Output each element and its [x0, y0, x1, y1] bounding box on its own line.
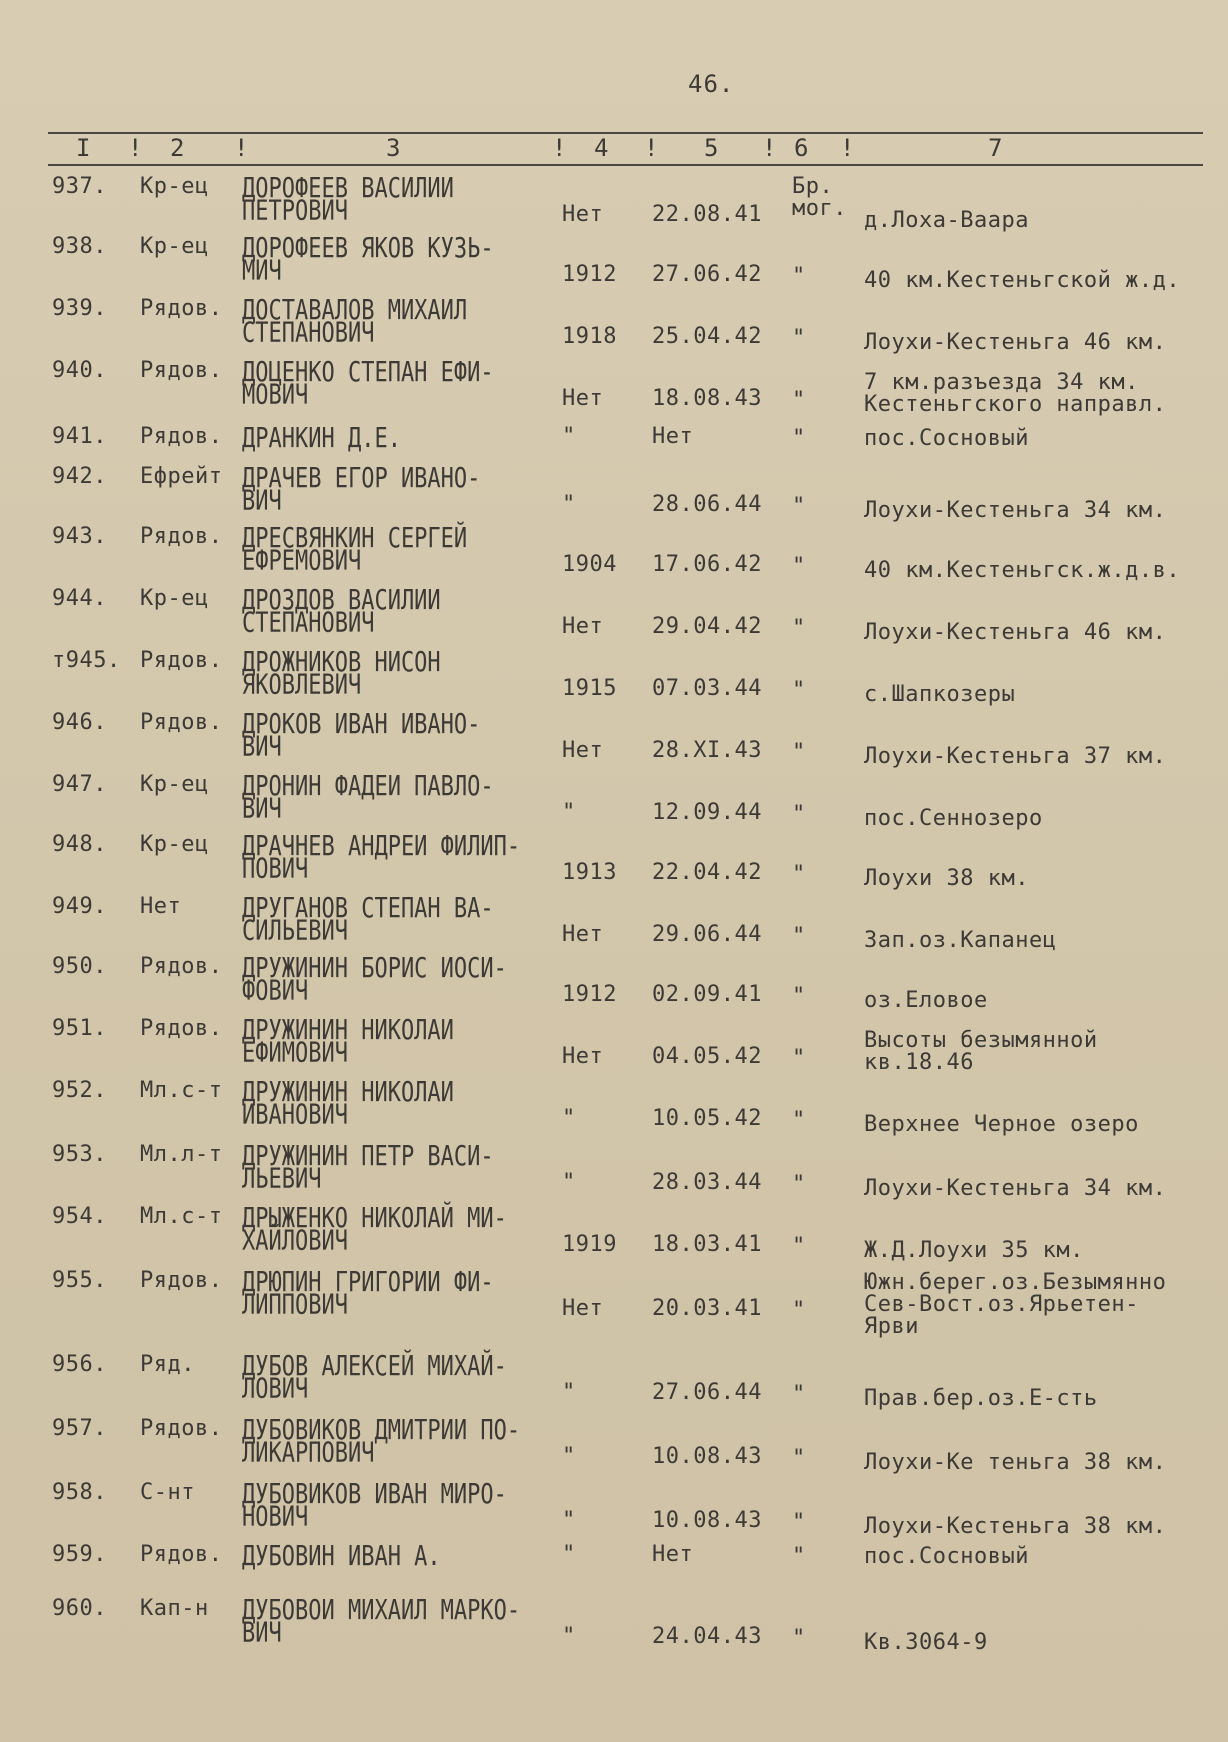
birth-year: 1912 — [562, 982, 617, 1007]
full-name: ДУБОВИН ИВАН А. — [242, 1541, 441, 1573]
burial-place: 7 км.разъезда 34 км. Кестеньгского направл. — [864, 370, 1167, 417]
burial-place: д.Лоха-Ваара — [864, 208, 1029, 233]
row-number: 957. — [52, 1416, 107, 1441]
burial-place: Верхнее Черное озеро — [864, 1112, 1139, 1137]
date-of-death: 10.08.43 — [652, 1508, 762, 1533]
row-number: 953. — [52, 1142, 107, 1167]
full-name: ДРАНКИН Д.Е. — [242, 423, 401, 455]
burial-type: " — [792, 388, 806, 413]
row-number: 948. — [52, 832, 107, 857]
birth-year: " — [562, 1106, 576, 1131]
burial-type: " — [792, 426, 806, 451]
rank: Кр-ец — [140, 174, 209, 199]
burial-type: " — [792, 616, 806, 641]
birth-year: Нет — [562, 922, 604, 947]
date-of-death: 27.06.42 — [652, 262, 762, 287]
birth-year: 1912 — [562, 262, 617, 287]
row-number: 950. — [52, 954, 107, 979]
birth-year: " — [562, 1380, 576, 1405]
date-of-death: 29.06.44 — [652, 922, 762, 947]
full-name: ДРУЖИНИН БОРИС ИОСИ- ФОВИЧ — [242, 953, 507, 1007]
rank: Рядов. — [140, 1268, 223, 1293]
rank: С-нт — [140, 1480, 195, 1505]
burial-place: Лоухи-Ке теньга 38 км. — [864, 1450, 1167, 1475]
full-name: ДРУЖИНИН НИКОЛАИ ИВАНОВИЧ — [242, 1077, 454, 1131]
burial-place: пос.Сосновый — [864, 426, 1029, 451]
col-header-4: 4 — [594, 134, 609, 162]
burial-place: Кв.3064-9 — [864, 1630, 988, 1655]
burial-type: " — [792, 264, 806, 289]
row-number: 958. — [52, 1480, 107, 1505]
rank: Рядов. — [140, 1416, 223, 1441]
burial-type: " — [792, 740, 806, 765]
rank: Рядов. — [140, 954, 223, 979]
full-name: ДРАЧНЕВ АНДРЕИ ФИЛИП- ПОВИЧ — [242, 831, 521, 885]
rank: Ефрейт — [140, 464, 223, 489]
row-number: 959. — [52, 1542, 107, 1567]
burial-place: Лоухи 38 км. — [864, 866, 1029, 891]
birth-year: " — [562, 492, 576, 517]
burial-type: " — [792, 1046, 806, 1071]
row-number: 944. — [52, 586, 107, 611]
rank: Рядов. — [140, 296, 223, 321]
date-of-death: 18.08.43 — [652, 386, 762, 411]
row-number: 949. — [52, 894, 107, 919]
date-of-death: 20.03.41 — [652, 1296, 762, 1321]
birth-year: " — [562, 1624, 576, 1649]
full-name: ДРОЖНИКОВ НИСОН ЯКОВЛЕВИЧ — [242, 647, 441, 701]
full-name: ДУБОВИКОВ ИВАН МИРО- НОВИЧ — [242, 1479, 507, 1533]
rank: Рядов. — [140, 1016, 223, 1041]
burial-type: " — [792, 802, 806, 827]
date-of-death: 28.XI.43 — [652, 738, 762, 763]
burial-place: с.Шапкозеры — [864, 682, 1016, 707]
date-of-death: 28.03.44 — [652, 1170, 762, 1195]
date-of-death: 22.04.42 — [652, 860, 762, 885]
full-name: ДРАЧЕВ ЕГОР ИВАНО- ВИЧ — [242, 463, 481, 517]
row-number: 941. — [52, 424, 107, 449]
col-header-sep: ! — [552, 134, 567, 162]
burial-place: Лоухи-Кестеньга 34 км. — [864, 498, 1167, 523]
rank: Рядов. — [140, 710, 223, 735]
date-of-death: 10.08.43 — [652, 1444, 762, 1469]
full-name: ДРОНИН ФАДЕИ ПАВЛО- ВИЧ — [242, 771, 494, 825]
burial-place: пос.Сосновый — [864, 1544, 1029, 1569]
full-name: ДРЮПИН ГРИГОРИИ ФИ- ЛИППОВИЧ — [242, 1267, 494, 1321]
date-of-death: 18.03.41 — [652, 1232, 762, 1257]
date-of-death: 28.06.44 — [652, 492, 762, 517]
burial-type: " — [792, 1298, 806, 1323]
burial-place: оз.Еловое — [864, 988, 988, 1013]
full-name: ДРОКОВ ИВАН ИВАНО- ВИЧ — [242, 709, 481, 763]
rank: Кап-н — [140, 1596, 209, 1621]
row-number: 952. — [52, 1078, 107, 1103]
row-number: 946. — [52, 710, 107, 735]
row-number: 943. — [52, 524, 107, 549]
row-number: 960. — [52, 1596, 107, 1621]
full-name: ДРУЖИНИН НИКОЛАИ ЕФИМОВИЧ — [242, 1015, 454, 1069]
burial-place: Лоухи-Кестеньга 46 км. — [864, 620, 1167, 645]
rank: Рядов. — [140, 648, 223, 673]
burial-type: " — [792, 1234, 806, 1259]
birth-year: 1904 — [562, 552, 617, 577]
birth-year: " — [562, 1444, 576, 1469]
rank: Кр-ец — [140, 772, 209, 797]
rank: Ряд. — [140, 1352, 195, 1377]
birth-year: Нет — [562, 614, 604, 639]
burial-place: Лоухи-Кестеньга 46 км. — [864, 330, 1167, 355]
burial-place: Лоухи-Кестеньга 34 км. — [864, 1176, 1167, 1201]
burial-place: Ж.Д.Лоухи 35 км. — [864, 1238, 1084, 1263]
date-of-death: 07.03.44 — [652, 676, 762, 701]
burial-place: 40 км.Кестеньгск.ж.д.в. — [864, 558, 1181, 583]
full-name: ДРОЗДОВ ВАСИЛИИ СТЕПАНОВИЧ — [242, 585, 441, 639]
full-name: ДОРОФЕЕВ ВАСИЛИИ ПЕТРОВИЧ — [242, 173, 454, 227]
burial-place: пос.Сеннозеро — [864, 806, 1043, 831]
row-number: 956. — [52, 1352, 107, 1377]
burial-type: " — [792, 1172, 806, 1197]
col-header-sep: ! — [762, 134, 777, 162]
rank: Кр-ец — [140, 234, 209, 259]
date-of-death: 22.08.41 — [652, 202, 762, 227]
burial-type: " — [792, 494, 806, 519]
burial-type: " — [792, 1510, 806, 1535]
rank: Рядов. — [140, 524, 223, 549]
birth-year: Нет — [562, 1296, 604, 1321]
date-of-death: 04.05.42 — [652, 1044, 762, 1069]
birth-year: Нет — [562, 1044, 604, 1069]
row-number: 937. — [52, 174, 107, 199]
birth-year: " — [562, 1508, 576, 1533]
burial-type: " — [792, 326, 806, 351]
row-number: 954. — [52, 1204, 107, 1229]
burial-place: 40 км.Кестеньгской ж.д. — [864, 268, 1181, 293]
birth-year: 1915 — [562, 676, 617, 701]
col-header-1: I — [76, 134, 91, 162]
row-number: 942. — [52, 464, 107, 489]
rank: Рядов. — [140, 1542, 223, 1567]
full-name: ДОЦЕНКО СТЕПАН ЕФИ- МОВИЧ — [242, 357, 494, 411]
date-of-death: 24.04.43 — [652, 1624, 762, 1649]
full-name: ДРУЖИНИН ПЕТР ВАСИ- ЛЬЕВИЧ — [242, 1141, 494, 1195]
full-name: ДУБОВОИ МИХАИЛ МАРКО- ВИЧ — [242, 1595, 521, 1649]
full-name: ДУБОВ АЛЕКСЕЙ МИХАЙ- ЛОВИЧ — [242, 1351, 507, 1405]
burial-place: Лоухи-Кестеньга 38 км. — [864, 1514, 1167, 1539]
row-number: 938. — [52, 234, 107, 259]
burial-type: " — [792, 554, 806, 579]
date-of-death: Нет — [652, 1542, 694, 1567]
col-header-sep: ! — [234, 134, 249, 162]
birth-year: " — [562, 1542, 576, 1567]
date-of-death: 02.09.41 — [652, 982, 762, 1007]
rank: Мл.с-т — [140, 1078, 223, 1103]
col-header-5: 5 — [704, 134, 719, 162]
birth-year: " — [562, 424, 576, 449]
rank: Кр-ец — [140, 832, 209, 857]
date-of-death: 12.09.44 — [652, 800, 762, 825]
burial-type: " — [792, 1446, 806, 1471]
full-name: ДОСТАВАЛОВ МИХАИЛ СТЕПАНОВИЧ — [242, 295, 468, 349]
rank: Кр-ец — [140, 586, 209, 611]
burial-type: " — [792, 862, 806, 887]
full-name: ДРЕСВЯНКИН СЕРГЕЙ ЕФРЕМОВИЧ — [242, 523, 468, 577]
col-header-7: 7 — [988, 134, 1003, 162]
birth-year: " — [562, 1170, 576, 1195]
date-of-death: 27.06.44 — [652, 1380, 762, 1405]
full-name: ДРУГАНОВ СТЕПАН ВА- СИЛЬЕВИЧ — [242, 893, 494, 947]
date-of-death: 17.06.42 — [652, 552, 762, 577]
row-number: 955. — [52, 1268, 107, 1293]
col-header-3: 3 — [386, 134, 401, 162]
date-of-death: Нет — [652, 424, 694, 449]
row-number: 951. — [52, 1016, 107, 1041]
burial-type: " — [792, 924, 806, 949]
burial-type: " — [792, 1108, 806, 1133]
rank: Рядов. — [140, 358, 223, 383]
burial-type: Бр. мог. — [792, 174, 847, 221]
rank: Мл.с-т — [140, 1204, 223, 1229]
burial-type: " — [792, 1382, 806, 1407]
birth-year: 1913 — [562, 860, 617, 885]
col-header-6: 6 — [794, 134, 809, 162]
col-header-sep: ! — [840, 134, 855, 162]
col-header-sep: ! — [128, 134, 143, 162]
burial-place: Прав.бер.оз.Е-сть — [864, 1386, 1098, 1411]
row-number: т945. — [52, 648, 121, 673]
birth-year: Нет — [562, 386, 604, 411]
birth-year: Нет — [562, 202, 604, 227]
date-of-death: 29.04.42 — [652, 614, 762, 639]
birth-year: " — [562, 800, 576, 825]
row-number: 940. — [52, 358, 107, 383]
burial-place: Южн.берег.оз.Безымянно Сев-Вост.оз.Ярьетен- Ярви — [864, 1270, 1167, 1339]
burial-type: " — [792, 678, 806, 703]
burial-place: Высоты безымянной кв.18.46 — [864, 1028, 1098, 1075]
full-name: ДРЫЖЕНКО НИКОЛАЙ МИ- ХАЙЛОВИЧ — [242, 1203, 507, 1257]
full-name: ДУБОВИКОВ ДМИТРИИ ПО- ЛИКАРПОВИЧ — [242, 1415, 521, 1469]
full-name: ДОРОФЕЕВ ЯКОВ КУЗЬ- МИЧ — [242, 233, 494, 287]
col-header-2: 2 — [170, 134, 185, 162]
rank: Нет — [140, 894, 182, 919]
page-number: 46. — [688, 70, 735, 98]
rank: Мл.л-т — [140, 1142, 223, 1167]
birth-year: Нет — [562, 738, 604, 763]
rank: Рядов. — [140, 424, 223, 449]
col-header-sep: ! — [644, 134, 659, 162]
birth-year: 1919 — [562, 1232, 617, 1257]
date-of-death: 25.04.42 — [652, 324, 762, 349]
burial-place: Лоухи-Кестеньга 37 км. — [864, 744, 1167, 769]
burial-type: " — [792, 984, 806, 1009]
date-of-death: 10.05.42 — [652, 1106, 762, 1131]
birth-year: 1918 — [562, 324, 617, 349]
row-number: 939. — [52, 296, 107, 321]
burial-type: " — [792, 1626, 806, 1651]
burial-type: " — [792, 1544, 806, 1569]
burial-place: Зап.оз.Капанец — [864, 928, 1057, 953]
row-number: 947. — [52, 772, 107, 797]
